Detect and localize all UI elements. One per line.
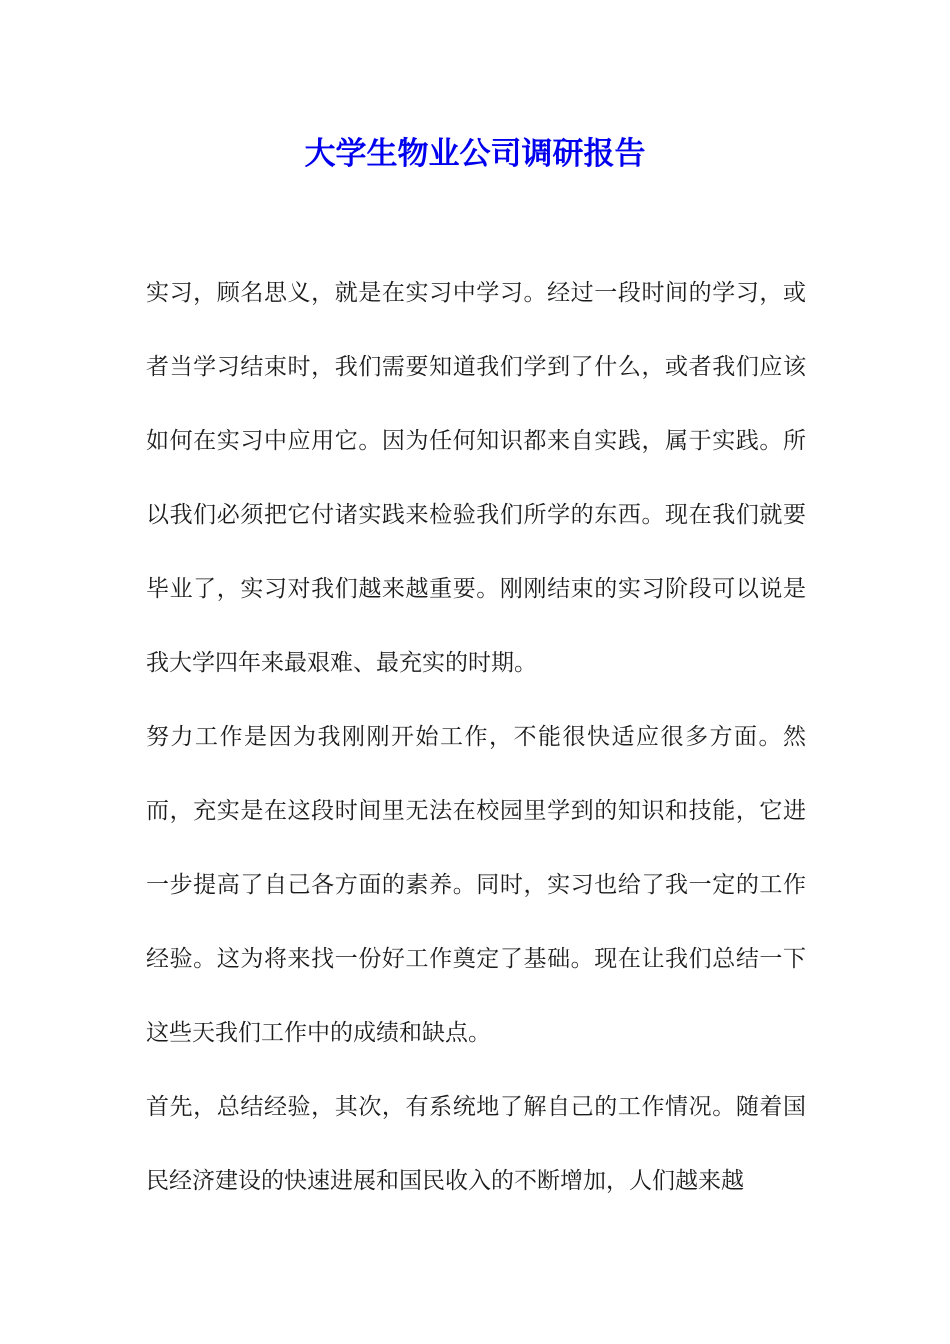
document-title: 大学生物业公司调研报告	[304, 136, 646, 172]
document-body	[146, 256, 806, 1218]
paragraph-3: 首先，总结经验，其次，有系统地了解自己的工作情况。随着国民经济建设的快速进展和国民收入的不断增加，人们越来越	[146, 1094, 806, 1194]
paragraph-2: 努力工作是因为我刚刚开始工作，不能很快适应很多方面。然而，充实是在这段时间里无法在校园里学到的知识和技能，它进一步提高了自己各方面的素养。同时，实习也给了我一定的工作经验。这为将来找一份好工作奠定了基础。现在让我们总结一下这些天我们工作中的成绩和缺点。	[146, 724, 806, 1046]
paragraph-1: 实习，顾名思义，就是在实习中学习。经过一段时间的学习，或者当学习结束时，我们需要知道我们学到了什么，或者我们应该如何在实习中应用它。因为任何知识都来自实践，属于实践。所以我们必须把它付诸实践来检验我们所学的东西。现在我们就要毕业了，实习对我们越来越重要。刚刚结束的实习阶段可以说是我大学四年来最艰难、最充实的时期。	[146, 280, 806, 676]
